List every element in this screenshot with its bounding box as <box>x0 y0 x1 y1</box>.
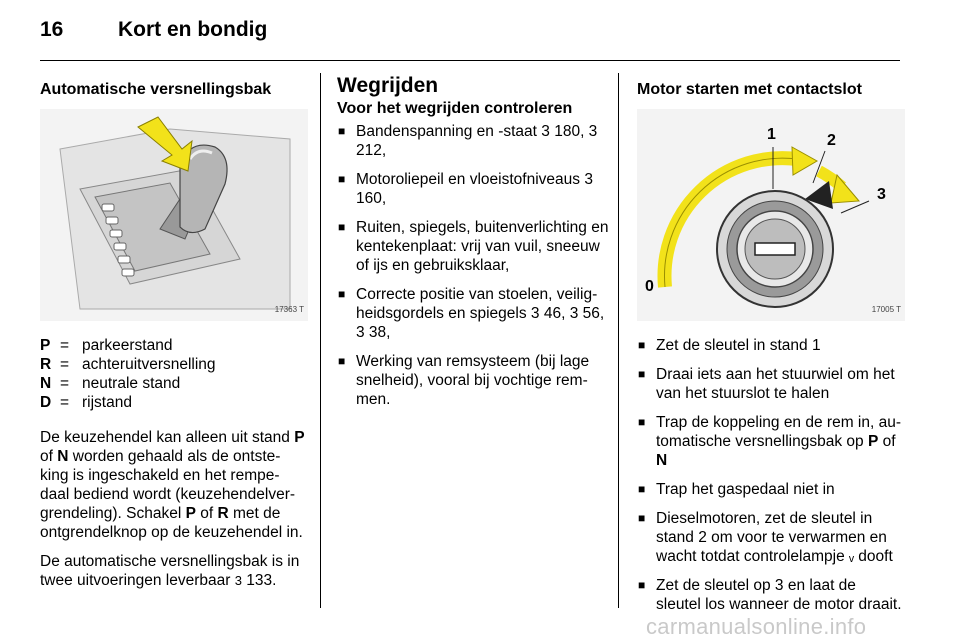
list-item: ■ Motoroliepeil en vloeistofniveaus 3 160, <box>337 170 609 208</box>
legend-key: P <box>40 337 51 354</box>
text-run: De keuzehendel kan alleen uit stand <box>40 429 295 446</box>
legend-equals: = <box>60 356 70 373</box>
page-reference-icon: 3 <box>234 573 242 588</box>
list-item <box>637 480 905 499</box>
legend-row <box>40 393 308 412</box>
list-item <box>637 365 905 403</box>
list-item: ■ Ruiten, spiegels, buitenverlichting en kentekenplaat: vrij van vuil, sneeuw of ijs en gebruiksklaar, <box>337 218 609 275</box>
legend-key: R <box>40 356 52 373</box>
text-run-bold: P <box>294 429 305 446</box>
glow-plug-icon: ᵥ <box>849 548 854 565</box>
gear-selector-illustration <box>40 109 308 321</box>
list-item <box>637 336 905 355</box>
legend-text: neutrale stand <box>82 375 181 392</box>
position-label-1: 1 <box>767 126 776 143</box>
legend-text: parkeerstand <box>82 337 173 354</box>
legend-equals: = <box>60 375 70 392</box>
gear-selector-drawing <box>40 109 308 321</box>
column-divider-1 <box>320 73 321 608</box>
text-run: Trap de koppeling en de rem in, au-tomatische versnellingsbak op <box>656 414 901 450</box>
text-run: Draai iets aan het stuurwiel om het van het stuurslot te halen <box>656 366 895 402</box>
text-run: worden gehaald als de ontste-king is ingeschakeld en het rempe-daal bediend wordt (keuzehendelver-grendeling). Schakel <box>40 448 296 522</box>
figure-code: 17363 T <box>274 305 304 314</box>
text-run-bold: R <box>217 505 229 522</box>
text-run: Trap het gaspedaal niet in <box>656 481 835 498</box>
column-start-engine <box>637 80 905 624</box>
text-run: met de ontgrendelknop op de keuzehendel in. <box>40 505 303 541</box>
header-rule <box>40 60 900 61</box>
list-item: ■ Bandenspanning en -staat 3 180, 3 212, <box>337 122 609 160</box>
legend-row <box>40 336 308 355</box>
subsection-title-checks: Voor het wegrijden controleren <box>337 100 573 117</box>
text-run-bold: N <box>656 452 668 469</box>
page-number: 16 <box>40 18 64 41</box>
selector-lock-paragraph <box>40 428 308 542</box>
text-run: of <box>195 505 218 522</box>
watermark: carmanualsonline.info <box>646 614 867 639</box>
checks-list <box>337 122 609 409</box>
column-driving-off <box>337 74 609 419</box>
versions-paragraph <box>40 552 308 590</box>
text-run-bold: P <box>867 433 879 450</box>
ignition-switch-illustration <box>637 109 905 321</box>
column-divider-2 <box>618 73 619 608</box>
text-run-bold: P <box>185 505 196 522</box>
legend-row <box>40 374 308 393</box>
text-run: Zet de sleutel op 3 en laat de sleutel los wanneer de motor draait. <box>656 577 902 613</box>
page-reference: 133. <box>241 572 277 589</box>
page-header <box>40 18 920 48</box>
list-item <box>637 413 905 470</box>
gear-legend <box>40 336 308 412</box>
text-run: of <box>878 433 896 450</box>
list-item: ■ Correcte positie van stoelen, veilig-heidsgordels en spiegels 3 46, 3 56, 3 38, <box>337 285 609 342</box>
position-label-2: 2 <box>827 132 836 149</box>
legend-key: N <box>40 375 52 392</box>
text-run: of <box>40 448 58 465</box>
column-automatic-gearbox <box>40 80 308 600</box>
list-item <box>637 576 905 614</box>
legend-equals: = <box>60 337 70 354</box>
text-run: dooft <box>853 548 893 565</box>
list-item <box>637 509 905 566</box>
page-title: Kort en bondig <box>118 18 268 41</box>
figure-code: 17005 T <box>871 305 901 314</box>
text-run: Zet de sleutel in stand 1 <box>656 337 821 354</box>
legend-text: achteruitversnelling <box>82 356 216 373</box>
legend-row <box>40 355 308 374</box>
text-run: De automatische versnellingsbak is in twee uitvoeringen leverbaar <box>40 553 300 589</box>
legend-equals: = <box>60 394 70 411</box>
list-item: ■ Werking van remsysteem (bij lage snelheid), vooral bij vochtige rem-men. <box>337 352 609 409</box>
legend-key: D <box>40 394 52 411</box>
section-title-automatic-gearbox: Automatische versnellingsbak <box>40 81 272 98</box>
text-run-bold: N <box>57 448 69 465</box>
section-title-driving-off: Wegrijden <box>337 74 439 97</box>
legend-text: rijstand <box>82 394 132 411</box>
section-title-start-engine: Motor starten met contactslot <box>637 81 862 98</box>
ignition-switch-drawing <box>637 109 905 321</box>
start-steps-list <box>637 336 905 614</box>
position-label-0: 0 <box>645 278 654 295</box>
text-run: Dieselmotoren, zet de sleutel in stand 2 om voor te verwarmen en wacht totdat controlelampje <box>656 510 887 565</box>
position-label-3: 3 <box>877 186 886 203</box>
